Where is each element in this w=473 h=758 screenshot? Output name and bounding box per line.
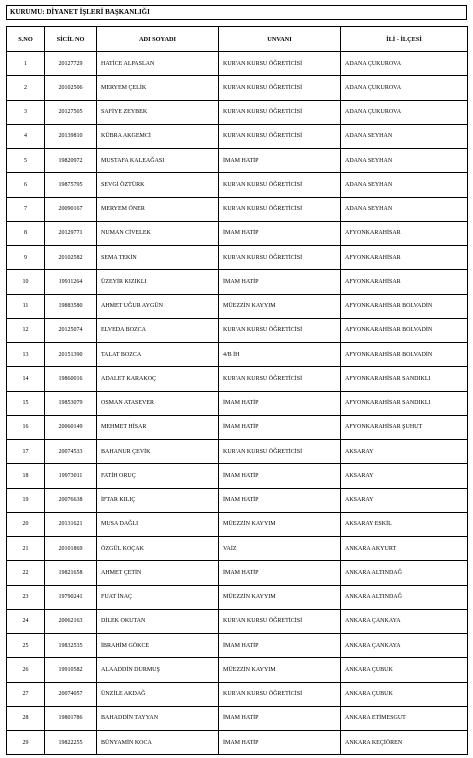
full-name-cell: MERYEM ÇELİK bbox=[97, 76, 219, 100]
job-title-cell: KUR'AN KURSU ÖĞRETİCİSİ bbox=[219, 52, 341, 76]
row-number-cell: 8 bbox=[7, 221, 45, 245]
table-row bbox=[7, 561, 468, 585]
province-district-cell: ANKARA ÇANKAYA bbox=[341, 609, 468, 633]
job-title-cell: KUR'AN KURSU ÖĞRETİCİSİ bbox=[219, 318, 341, 342]
province-district-cell: ANKARA ÇUBUK bbox=[341, 658, 468, 682]
province-district-cell: AKSARAY ESKİL bbox=[341, 512, 468, 536]
province-district-cell: AKSARAY bbox=[341, 464, 468, 488]
province-district-cell: ADANA ÇUKUROVA bbox=[341, 100, 468, 124]
registry-number-cell: 19801786 bbox=[45, 706, 97, 730]
province-district-cell: AFYONKARAHİSAR bbox=[341, 270, 468, 294]
province-district-cell: ADANA SEYHAN bbox=[341, 173, 468, 197]
institution-header bbox=[6, 5, 467, 20]
province-district-cell: AFYONKARAHİSAR ŞUHUT bbox=[341, 415, 468, 439]
job-title-cell: KUR'AN KURSU ÖĞRETİCİSİ bbox=[219, 197, 341, 221]
personnel-table bbox=[6, 26, 468, 755]
full-name-cell: AHMET ÇETİN bbox=[97, 561, 219, 585]
full-name-cell: SEMA TEKİN bbox=[97, 246, 219, 270]
job-title-cell: İMAM HATİP bbox=[219, 221, 341, 245]
registry-number-cell: 19973011 bbox=[45, 464, 97, 488]
registry-number-cell: 20101869 bbox=[45, 537, 97, 561]
full-name-cell: SAFİYE ZEYBEK bbox=[97, 100, 219, 124]
table-row bbox=[7, 488, 468, 512]
row-number-cell: 4 bbox=[7, 124, 45, 148]
table-row bbox=[7, 512, 468, 536]
full-name-cell: MERYEM ÖNER bbox=[97, 197, 219, 221]
table-row bbox=[7, 634, 468, 658]
full-name-cell: İBRAHİM GÖKCE bbox=[97, 634, 219, 658]
column-header-sicil-no: SİCİL NO bbox=[45, 27, 97, 52]
row-number-cell: 23 bbox=[7, 585, 45, 609]
column-header-province-district: İLİ - İLÇESİ bbox=[341, 27, 468, 52]
registry-number-cell: 19790241 bbox=[45, 585, 97, 609]
job-title-cell: İMAM HATİP bbox=[219, 415, 341, 439]
table-row bbox=[7, 318, 468, 342]
registry-number-cell: 20139810 bbox=[45, 124, 97, 148]
province-district-cell: ANKARA ALTINDAĞ bbox=[341, 561, 468, 585]
province-district-cell: ADANA ÇUKUROVA bbox=[341, 76, 468, 100]
registry-number-cell: 19822255 bbox=[45, 731, 97, 755]
registry-number-cell: 20060149 bbox=[45, 415, 97, 439]
row-number-cell: 2 bbox=[7, 76, 45, 100]
job-title-cell: İMAM HATİP bbox=[219, 731, 341, 755]
row-number-cell: 13 bbox=[7, 343, 45, 367]
row-number-cell: 27 bbox=[7, 682, 45, 706]
registry-number-cell: 19911264 bbox=[45, 270, 97, 294]
table-row bbox=[7, 464, 468, 488]
row-number-cell: 24 bbox=[7, 609, 45, 633]
institution-title: KURUMU: DİYANET İŞLERİ BAŞKANLIĞI bbox=[10, 8, 150, 16]
province-district-cell: ANKARA ÇUBUK bbox=[341, 682, 468, 706]
row-number-cell: 5 bbox=[7, 149, 45, 173]
table-row bbox=[7, 585, 468, 609]
table-row bbox=[7, 100, 468, 124]
row-number-cell: 22 bbox=[7, 561, 45, 585]
province-district-cell: ANKARA KEÇİÖREN bbox=[341, 731, 468, 755]
table-row bbox=[7, 537, 468, 561]
job-title-cell: KUR'AN KURSU ÖĞRETİCİSİ bbox=[219, 440, 341, 464]
row-number-cell: 28 bbox=[7, 706, 45, 730]
table-row bbox=[7, 343, 468, 367]
table-row bbox=[7, 124, 468, 148]
job-title-cell: MÜEZZİN KAYYIM bbox=[219, 658, 341, 682]
province-district-cell: AFYONKARAHİSAR BOLVADİN bbox=[341, 343, 468, 367]
job-title-cell: KUR'AN KURSU ÖĞRETİCİSİ bbox=[219, 609, 341, 633]
table-row bbox=[7, 367, 468, 391]
registry-number-cell: 19875795 bbox=[45, 173, 97, 197]
full-name-cell: KÜBRA AKGEMCİ bbox=[97, 124, 219, 148]
job-title-cell: KUR'AN KURSU ÖĞRETİCİSİ bbox=[219, 100, 341, 124]
full-name-cell: TALAT BOZCA bbox=[97, 343, 219, 367]
full-name-cell: ALAADDİN DURMUŞ bbox=[97, 658, 219, 682]
job-title-cell: İMAM HATİP bbox=[219, 391, 341, 415]
table-row bbox=[7, 682, 468, 706]
row-number-cell: 6 bbox=[7, 173, 45, 197]
registry-number-cell: 19821658 bbox=[45, 561, 97, 585]
job-title-cell: MÜEZZİN KAYYIM bbox=[219, 512, 341, 536]
registry-number-cell: 19853079 bbox=[45, 391, 97, 415]
province-district-cell: ANKARA ALTINDAĞ bbox=[341, 585, 468, 609]
full-name-cell: MUSTAFA KALEAĞASI bbox=[97, 149, 219, 173]
job-title-cell: KUR'AN KURSU ÖĞRETİCİSİ bbox=[219, 173, 341, 197]
full-name-cell: BAHADDİN TAYYAN bbox=[97, 706, 219, 730]
province-district-cell: ADANA SEYHAN bbox=[341, 149, 468, 173]
registry-number-cell: 20062163 bbox=[45, 609, 97, 633]
full-name-cell: FATİH ORUÇ bbox=[97, 464, 219, 488]
full-name-cell: OSMAN ATASEVER bbox=[97, 391, 219, 415]
province-district-cell: AFYONKARAHİSAR SANDIKLI bbox=[341, 391, 468, 415]
table-row bbox=[7, 609, 468, 633]
full-name-cell: İFTAR KILIÇ bbox=[97, 488, 219, 512]
row-number-cell: 17 bbox=[7, 440, 45, 464]
job-title-cell: MÜEZZİN KAYYIM bbox=[219, 585, 341, 609]
registry-number-cell: 20090167 bbox=[45, 197, 97, 221]
full-name-cell: BÜNYAMİN KOCA bbox=[97, 731, 219, 755]
table-row bbox=[7, 440, 468, 464]
table-row bbox=[7, 391, 468, 415]
table-row bbox=[7, 294, 468, 318]
job-title-cell: KUR'AN KURSU ÖĞRETİCİSİ bbox=[219, 246, 341, 270]
registry-number-cell: 20127505 bbox=[45, 100, 97, 124]
registry-number-cell: 20076638 bbox=[45, 488, 97, 512]
job-title-cell: İMAM HATİP bbox=[219, 270, 341, 294]
job-title-cell: İMAM HATİP bbox=[219, 464, 341, 488]
job-title-cell: İMAM HATİP bbox=[219, 488, 341, 512]
row-number-cell: 7 bbox=[7, 197, 45, 221]
row-number-cell: 20 bbox=[7, 512, 45, 536]
full-name-cell: ADALET KARAKOÇ bbox=[97, 367, 219, 391]
table-row bbox=[7, 221, 468, 245]
column-header-sno: S.NO bbox=[7, 27, 45, 52]
row-number-cell: 16 bbox=[7, 415, 45, 439]
full-name-cell: MUSA DAĞLI bbox=[97, 512, 219, 536]
row-number-cell: 29 bbox=[7, 731, 45, 755]
registry-number-cell: 20127729 bbox=[45, 52, 97, 76]
row-number-cell: 10 bbox=[7, 270, 45, 294]
full-name-cell: NUMAN CİVELEK bbox=[97, 221, 219, 245]
province-district-cell: AFYONKARAHİSAR SANDIKLI bbox=[341, 367, 468, 391]
job-title-cell: VAİZ bbox=[219, 537, 341, 561]
province-district-cell: ADANA SEYHAN bbox=[341, 124, 468, 148]
table-row bbox=[7, 246, 468, 270]
table-header-row bbox=[7, 27, 468, 52]
full-name-cell: ELVEDA BOZCA bbox=[97, 318, 219, 342]
province-district-cell: ANKARA ÇANKAYA bbox=[341, 634, 468, 658]
row-number-cell: 19 bbox=[7, 488, 45, 512]
table-row bbox=[7, 52, 468, 76]
table-body bbox=[7, 52, 468, 755]
registry-number-cell: 19910582 bbox=[45, 658, 97, 682]
row-number-cell: 9 bbox=[7, 246, 45, 270]
registry-number-cell: 20074533 bbox=[45, 440, 97, 464]
row-number-cell: 1 bbox=[7, 52, 45, 76]
table-row bbox=[7, 658, 468, 682]
full-name-cell: AHMET UĞUR AYGÜN bbox=[97, 294, 219, 318]
province-district-cell: AFYONKARAHİSAR BOLVADİN bbox=[341, 318, 468, 342]
row-number-cell: 14 bbox=[7, 367, 45, 391]
column-header-name: ADI SOYADI bbox=[97, 27, 219, 52]
full-name-cell: FUAT İNAÇ bbox=[97, 585, 219, 609]
row-number-cell: 26 bbox=[7, 658, 45, 682]
job-title-cell: KUR'AN KURSU ÖĞRETİCİSİ bbox=[219, 682, 341, 706]
registry-number-cell: 19883580 bbox=[45, 294, 97, 318]
table-row bbox=[7, 706, 468, 730]
registry-number-cell: 20074057 bbox=[45, 682, 97, 706]
column-header-title: UNVANI bbox=[219, 27, 341, 52]
registry-number-cell: 20125074 bbox=[45, 318, 97, 342]
table-row bbox=[7, 197, 468, 221]
job-title-cell: 4/B İH bbox=[219, 343, 341, 367]
table-row bbox=[7, 173, 468, 197]
row-number-cell: 12 bbox=[7, 318, 45, 342]
full-name-cell: BAHANUR ÇEVİK bbox=[97, 440, 219, 464]
job-title-cell: İMAM HATİP bbox=[219, 706, 341, 730]
row-number-cell: 3 bbox=[7, 100, 45, 124]
job-title-cell: İMAM HATİP bbox=[219, 149, 341, 173]
full-name-cell: ÜZEYİR KIZIKLI bbox=[97, 270, 219, 294]
province-district-cell: ANKARA ETİMESGUT bbox=[341, 706, 468, 730]
full-name-cell: HATİCE ALPASLAN bbox=[97, 52, 219, 76]
table-row bbox=[7, 149, 468, 173]
province-district-cell: ADANA ÇUKUROVA bbox=[341, 52, 468, 76]
province-district-cell: AFYONKARAHİSAR bbox=[341, 246, 468, 270]
province-district-cell: AFYONKARAHİSAR bbox=[341, 221, 468, 245]
registry-number-cell: 19860016 bbox=[45, 367, 97, 391]
full-name-cell: DİLEK OKUTAN bbox=[97, 609, 219, 633]
full-name-cell: MEHMET HİSAR bbox=[97, 415, 219, 439]
full-name-cell: ÜNZİLE AKDAĞ bbox=[97, 682, 219, 706]
registry-number-cell: 19820972 bbox=[45, 149, 97, 173]
province-district-cell: AFYONKARAHİSAR BOLVADİN bbox=[341, 294, 468, 318]
registry-number-cell: 20102506 bbox=[45, 76, 97, 100]
row-number-cell: 25 bbox=[7, 634, 45, 658]
full-name-cell: SEVGİ ÖZTÜRK bbox=[97, 173, 219, 197]
registry-number-cell: 19832535 bbox=[45, 634, 97, 658]
job-title-cell: MÜEZZİN KAYYIM bbox=[219, 294, 341, 318]
job-title-cell: İMAM HATİP bbox=[219, 634, 341, 658]
row-number-cell: 15 bbox=[7, 391, 45, 415]
province-district-cell: ADANA SEYHAN bbox=[341, 197, 468, 221]
job-title-cell: İMAM HATİP bbox=[219, 561, 341, 585]
registry-number-cell: 20131621 bbox=[45, 512, 97, 536]
row-number-cell: 18 bbox=[7, 464, 45, 488]
table-row bbox=[7, 76, 468, 100]
province-district-cell: AKSARAY bbox=[341, 488, 468, 512]
job-title-cell: KUR'AN KURSU ÖĞRETİCİSİ bbox=[219, 76, 341, 100]
province-district-cell: AKSARAY bbox=[341, 440, 468, 464]
full-name-cell: ÖZGÜL KOÇAK bbox=[97, 537, 219, 561]
job-title-cell: KUR'AN KURSU ÖĞRETİCİSİ bbox=[219, 124, 341, 148]
table-row bbox=[7, 415, 468, 439]
table-row bbox=[7, 270, 468, 294]
registry-number-cell: 20151390 bbox=[45, 343, 97, 367]
job-title-cell: KUR'AN KURSU ÖĞRETİCİSİ bbox=[219, 367, 341, 391]
table-row bbox=[7, 731, 468, 755]
row-number-cell: 11 bbox=[7, 294, 45, 318]
registry-number-cell: 20129771 bbox=[45, 221, 97, 245]
row-number-cell: 21 bbox=[7, 537, 45, 561]
registry-number-cell: 20102582 bbox=[45, 246, 97, 270]
province-district-cell: ANKARA AKYURT bbox=[341, 537, 468, 561]
